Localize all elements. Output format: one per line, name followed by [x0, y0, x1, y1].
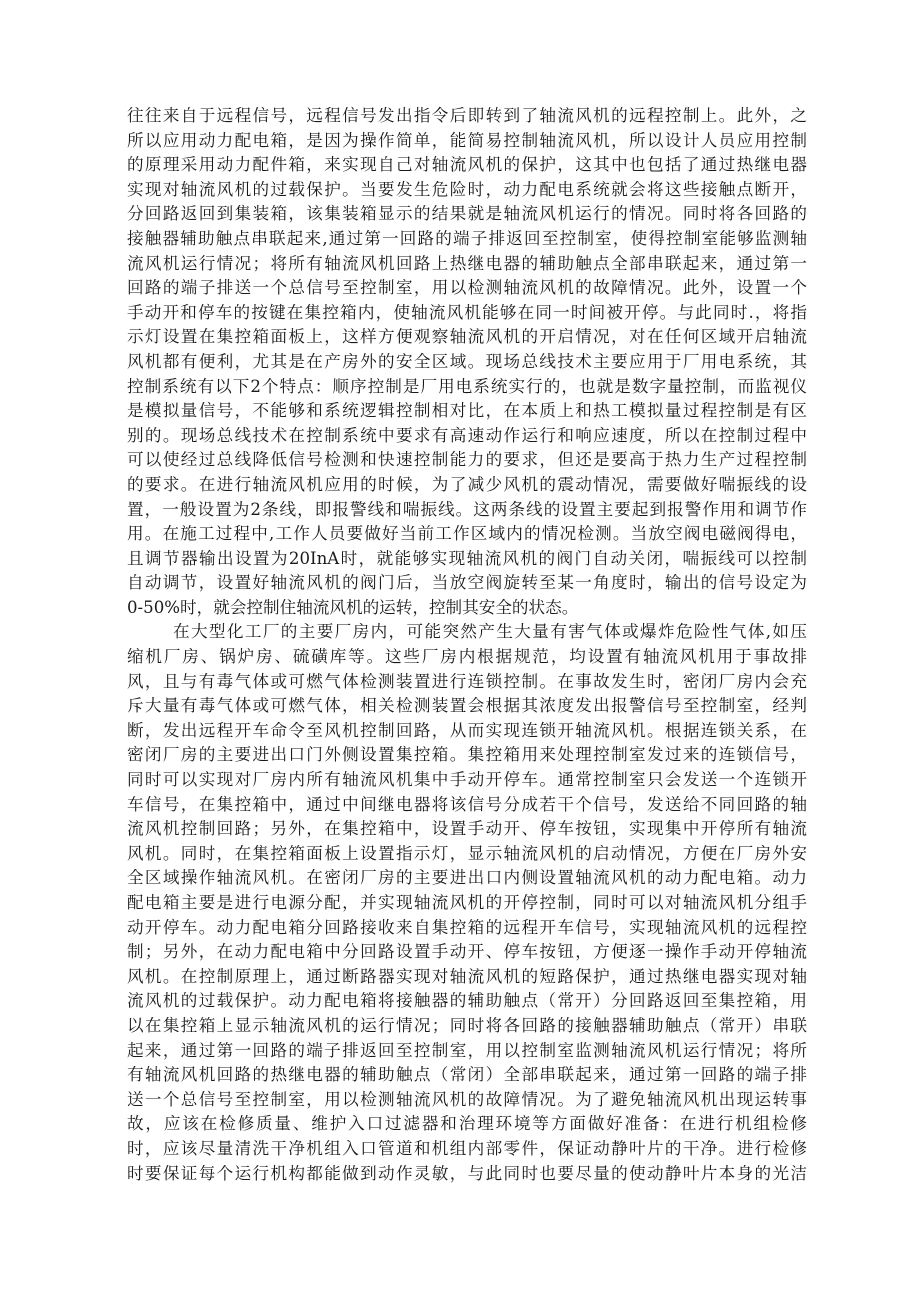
text-line: 配电箱主要是进行电源分配，并实现轴流风机的开停控制，同时可以对轴流风机分组手	[127, 893, 807, 912]
text-line: 缩机厂房、锅炉房、硫磺库等。这些厂房内根据规范，均设置有轴流风机用于事故排	[127, 647, 807, 667]
text-line: 实现对轴流风机的过载保护。当要发生危险时，动力配电系统就会将这些接触点断开，	[127, 179, 807, 199]
text-line: 的原理采用动力配件箱，来实现自己对轴流风机的保护，这其中也包括了通过热继电器	[127, 155, 807, 175]
text-line: 以在集控箱上显示轴流风机的运行情况；同时将各回路的接触器辅助触点（常开）串联	[127, 1015, 807, 1035]
text-line: 有轴流风机回路的热继电器的辅助触点（常闭）全部串联起来，通过第一回路的端子排	[127, 1065, 807, 1085]
text-line: 制；另外，在动力配电箱中分回路设置手动开、停车按钮，方便逐一操作手动开停轴流	[127, 942, 807, 962]
text-line: 流风机运行情况；将所有轴流风机回路上热继电器的辅助触点全部串联起来，通过第一	[127, 253, 807, 273]
text-line: 别的。现场总线技术在控制系统中要求有高速动作运行和响应速度，所以在控制过程中	[127, 425, 807, 445]
text-line: 送一个总信号至控制室，用以检测轴流风机的故障情况。为了避免轴流风机出现运转事	[127, 1089, 807, 1109]
text-line: 断，发出远程开车命令至风机控制回路，从而实现连锁开轴流风机。根据连锁关系，在	[127, 720, 807, 740]
text-line: 的要求。在进行轴流风机应用的时候，为了减少风机的震动情况，需要做好喘振线的设	[127, 474, 807, 494]
text-line: 流风机控制回路；另外，在集控箱中，设置手动开、停车按钮，实现集中开停所有轴流	[127, 819, 807, 839]
text-line: 往往来自于远程信号，远程信号发出指令后即转到了轴流风机的远程控制上。此外，之	[127, 106, 807, 125]
text-line: 时，应该尽量清洗干净机组入口管道和机组内部零件，保证动静叶片的干净。进行检修	[127, 1138, 807, 1158]
document-body	[127, 104, 807, 1186]
text-line: 流风机的过载保护。动力配电箱将接触器的辅助触点（常开）分回路返回至集控箱，用	[127, 991, 807, 1011]
text-line: 车信号，在集控箱中，通过中间继电器将该信号分成若干个信号，发送给不同回路的轴	[127, 794, 807, 814]
text-line: 动开停车。动力配电箱分回路接收来自集控箱的远程开车信号，实现轴流风机的远程控	[127, 917, 807, 937]
text-line: 风机。同时，在集控箱面板上设置指示灯，显示轴流风机的启动情况，方便在厂房外安	[127, 843, 807, 863]
text-line: 在大型化工厂的主要厂房内，可能突然产生大量有害气体或爆炸危险性气体,如压	[173, 622, 807, 642]
text-line: 接触器辅助触点串联起来,通过第一回路的端子排返回至控制室，使得控制室能够监测轴	[127, 228, 807, 248]
text-line: 用。在施工过程中,工作人员要做好当前工作区域内的情况检测。当放空阀电磁阀得电，	[127, 524, 807, 544]
text-line: 且调节器输出设置为20InA时，就能够实现轴流风机的阀门自动关闭，喘振线可以控制	[127, 548, 807, 568]
text-line: 密闭厂房的主要进出口门外侧设置集控箱。集控箱用来处理控制室发过来的连锁信号，	[127, 745, 807, 765]
text-line: 0-50%时，就会控制住轴流风机的运转，控制其安全的状态。	[127, 597, 579, 617]
text-line: 控制系统有以下2个特点：顺序控制是厂用电系统实行的，也就是数字量控制，而监视仪	[127, 376, 807, 396]
paragraph-1	[127, 104, 807, 620]
text-line: 示灯设置在集控箱面板上，这样方便观察轴流风机的开启情况，对在任何区域开启轴流	[127, 327, 807, 347]
text-line: 置，一般设置为2条线，即报警线和喘振线。这两条线的设置主要起到报警作用和调节作	[127, 499, 807, 519]
text-line: 同时可以实现对厂房内所有轴流风机集中手动开停车。通常控制室只会发送一个连锁开	[127, 770, 807, 790]
text-line: 时要保证每个运行机构都能做到动作灵敏，与此同时也要尽量的使动静叶片本身的光洁	[127, 1163, 807, 1183]
text-line: 全区域操作轴流风机。在密闭厂房的主要进出口内侧设置轴流风机的动力配电箱。动力	[127, 868, 807, 888]
text-line: 回路的端子排送一个总信号至控制室，用以检测轴流风机的故障情况。此外，设置一个	[127, 278, 807, 298]
text-line: 自动调节，设置好轴流风机的阀门后，当放空阀旋转至某一角度时，输出的信号设定为	[127, 573, 807, 593]
text-line: 风，且与有毒气体或可燃气体检测装置进行连锁控制。在事故发生时，密闭厂房内会充	[127, 671, 807, 691]
text-line: 分回路返回到集装箱，该集装箱显示的结果就是轴流风机运行的情况。同时将各回路的	[127, 204, 807, 224]
paragraph-2	[127, 620, 807, 1186]
text-line: 起来，通过第一回路的端子排返回至控制室，用以控制室监测轴流风机运行情况；将所	[127, 1040, 807, 1060]
text-line: 故，应该在检修质量、维护入口过滤器和治理环境等方面做好准备：在进行机组检修	[127, 1114, 807, 1134]
text-line: 所以应用动力配电箱，是因为操作简单，能简易控制轴流风机，所以设计人员应用控制	[127, 130, 807, 150]
text-line: 可以使经过总线降低信号检测和快速控制能力的要求，但还是要高于热力生产过程控制	[127, 450, 807, 470]
text-line: 斥大量有毒气体或可燃气体，相关检测装置会根据其浓度发出报警信号至控制室，经判	[127, 696, 807, 716]
text-line: 手动开和停车的按键在集控箱内，使轴流风机能够在同一时间被开停。与此同时.，将指	[127, 302, 807, 322]
text-line: 风机。在控制原理上，通过断路器实现对轴流风机的短路保护，通过热继电器实现对轴	[127, 966, 807, 986]
text-line: 是模拟量信号，不能够和系统逻辑控制相对比，在本质上和热工模拟量过程控制是有区	[127, 401, 807, 421]
text-line: 风机都有便利，尤其是在产房外的安全区域。现场总线技术主要应用于厂用电系统，其	[127, 351, 807, 371]
